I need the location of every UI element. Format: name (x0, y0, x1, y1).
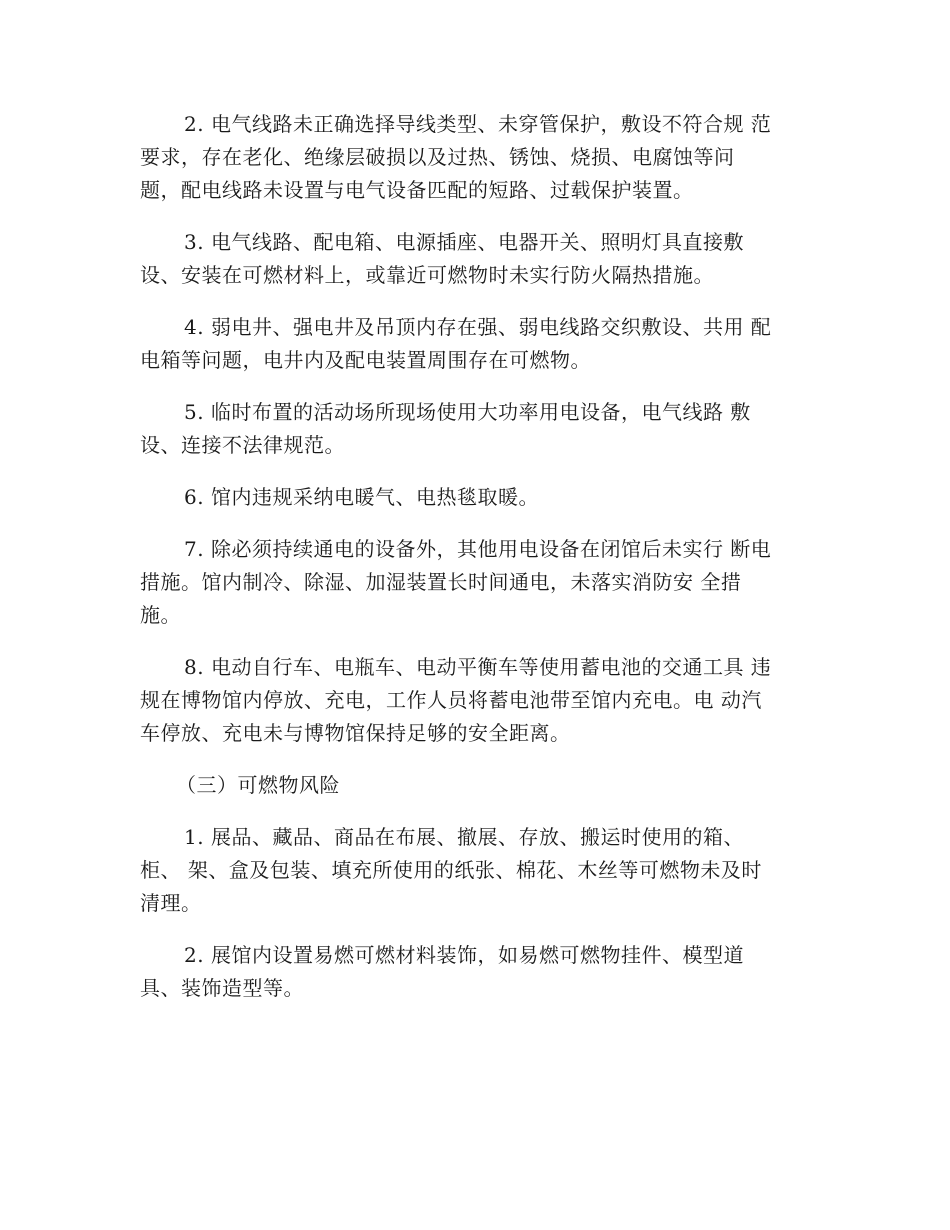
text-line: 电箱等问题，电井内及配电装置周围存在可燃物。 (140, 348, 591, 372)
text-line: 2. 电气线路未正确选择导线类型、未穿管保护，敷设不符合规 范 (184, 112, 772, 136)
text-line: 柜、 架、盒及包装、填充所使用的纸张、棉花、木丝等可燃物未及时 (140, 858, 762, 882)
text-line: 设、连接不法律规范。 (140, 433, 345, 457)
text-line: 规在博物馆内停放、充电，工作人员将蓄电池带至馆内充电。电 动汽 (140, 688, 762, 712)
text-line: 8. 电动自行车、电瓶车、电动平衡车等使用蓄电池的交通工具 违 (184, 655, 772, 679)
text-line: （三）可燃物风险 (176, 773, 340, 797)
text-line: 清理。 (140, 891, 202, 915)
document-body (140, 108, 815, 1024)
list-paragraph (140, 311, 815, 377)
text-line: 6. 馆内违规采纳电暖气、电热毯取暖。 (184, 485, 539, 509)
section-heading (140, 769, 815, 802)
text-line: 措施。馆内制冷、除湿、加湿装置长时间通电，未落实消防安 全措 (140, 570, 742, 594)
list-paragraph (140, 821, 815, 920)
list-paragraph (140, 651, 815, 750)
list-paragraph (140, 108, 815, 207)
text-line: 要求，存在老化、绝缘层破损以及过热、锈蚀、烧损、电腐蚀等问 (140, 145, 735, 169)
text-line: 车停放、充电未与博物馆保持足够的安全距离。 (140, 721, 571, 745)
text-line: 7. 除必须持续通电的设备外，其他用电设备在闭馆后未实行 断电 (184, 537, 772, 561)
text-line: 4. 弱电井、强电井及吊顶内存在强、弱电线路交织敷设、共用 配 (184, 315, 772, 339)
text-line: 设、安装在可燃材料上，或靠近可燃物时未实行防火隔热措施。 (140, 263, 714, 287)
text-line: 题，配电线路未设置与电气设备匹配的短路、过载保护装置。 (140, 178, 694, 202)
text-line: 2. 展馆内设置易燃可燃材料装饰，如易燃可燃物挂件、模型道 (184, 943, 744, 967)
list-paragraph (140, 396, 815, 462)
list-paragraph (140, 533, 815, 632)
text-line: 1. 展品、藏品、商品在布展、撤展、存放、搬运时使用的箱、 (184, 825, 744, 849)
text-line: 具、装饰造型等。 (140, 976, 304, 1000)
list-paragraph (140, 939, 815, 1005)
list-paragraph (140, 481, 815, 514)
list-paragraph (140, 226, 815, 292)
text-line: 3. 电气线路、配电箱、电源插座、电器开关、照明灯具直接敷 (184, 230, 744, 254)
text-line: 5. 临时布置的活动场所现场使用大功率用电设备，电气线路 敷 (184, 400, 751, 424)
text-line: 施。 (140, 603, 181, 627)
